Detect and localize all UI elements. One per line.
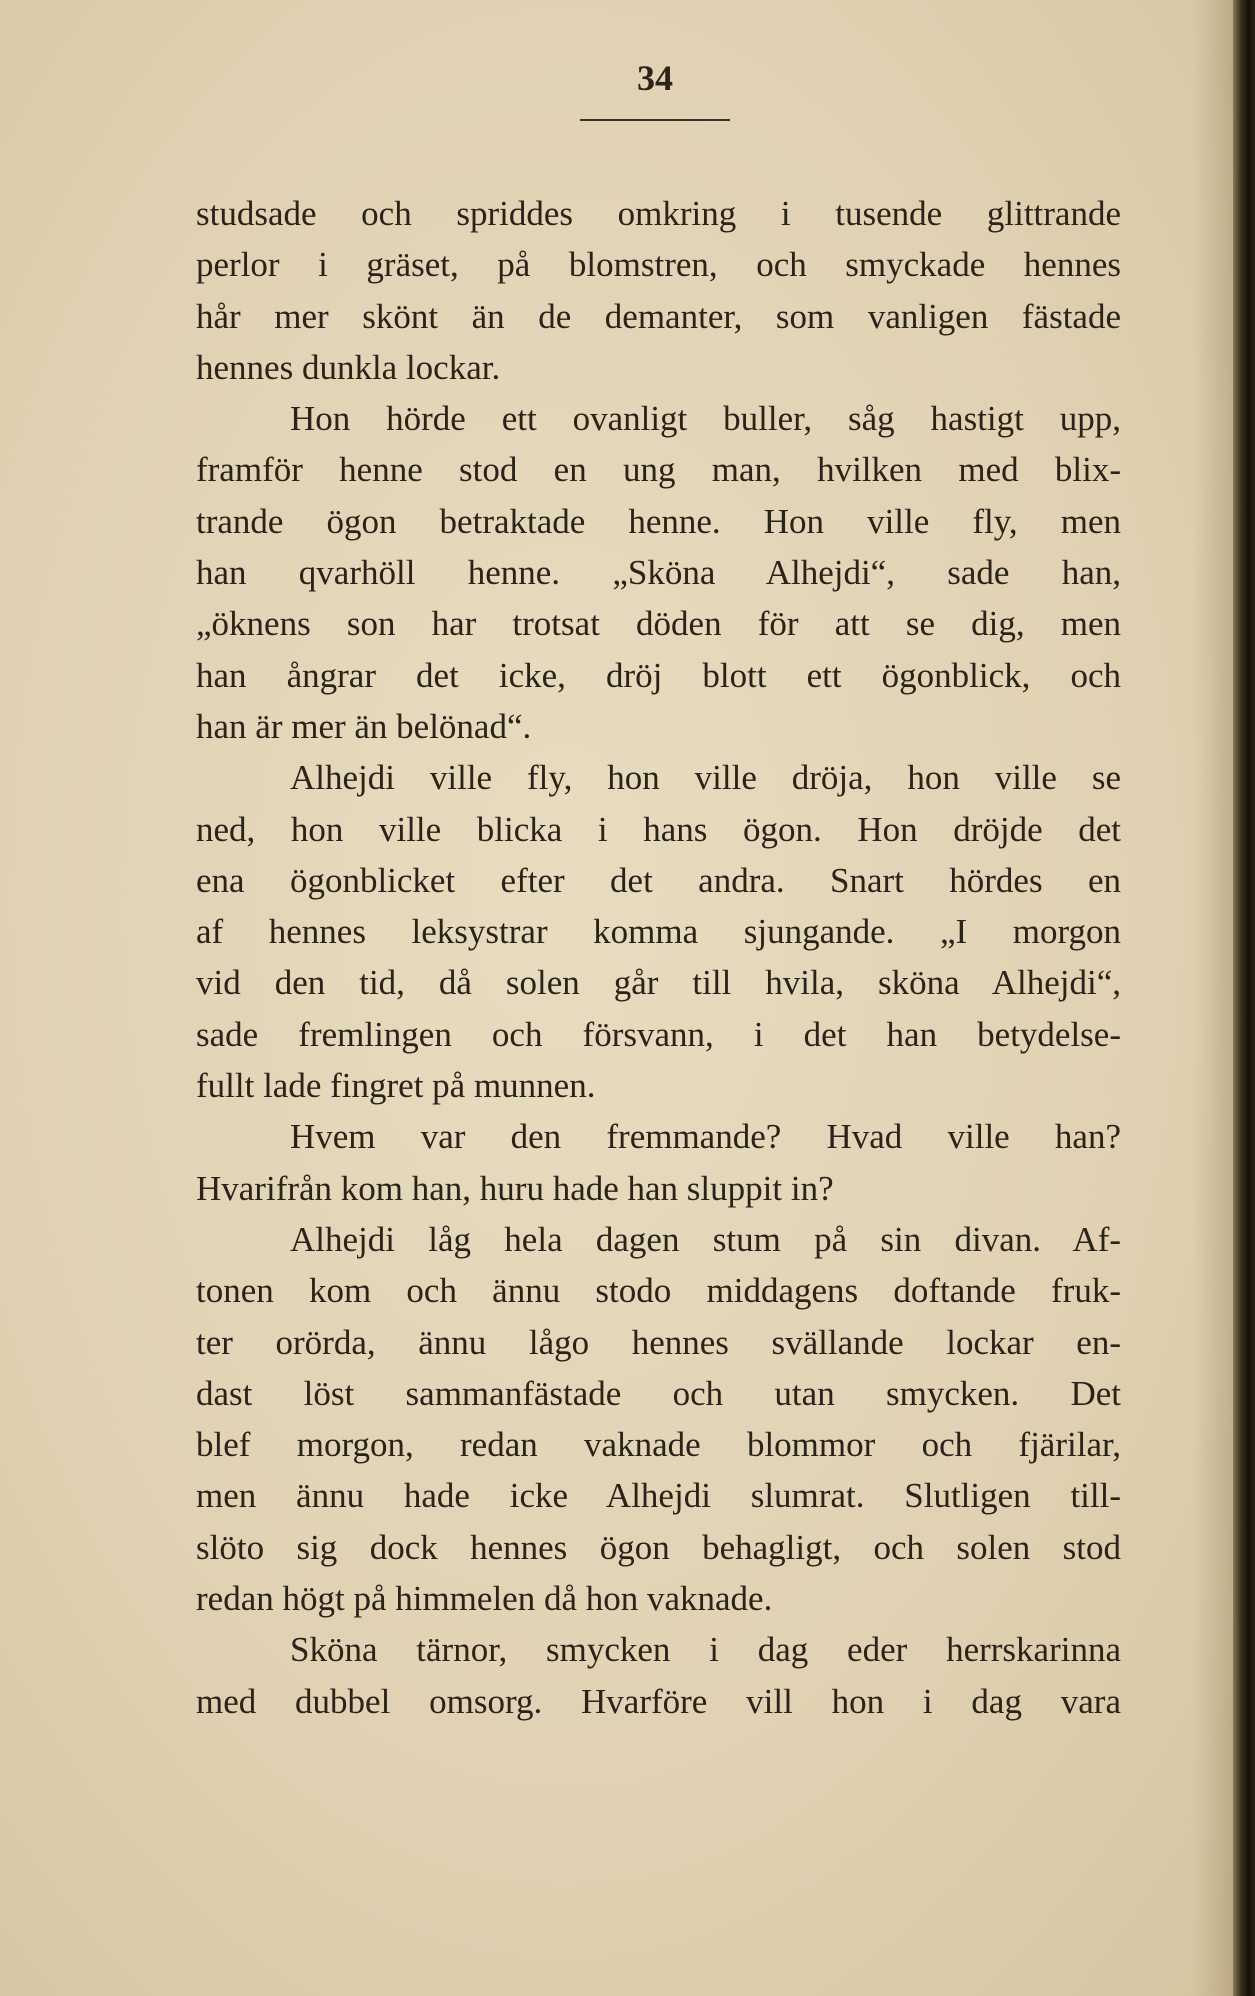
text-line: slöto sig dock hennes ögon behagligt, och solen stod: [196, 1527, 1121, 1567]
text-line: med dubbel omsorg. Hvarföre vill hon i dag vara: [196, 1681, 1121, 1721]
text-line: men ännu hade icke Alhejdi slumrat. Slutligen till-: [196, 1476, 1121, 1516]
text-line: ter orörda, ännu lågo hennes svällande lockar en-: [196, 1322, 1121, 1362]
body-text: [196, 188, 1121, 1727]
text-line: af hennes leksystrar komma sjungande. „I morgon: [196, 912, 1121, 952]
text-line: framför henne stod en ung man, hvilken med blix-: [196, 450, 1121, 490]
text-line: ned, hon ville blicka i hans ögon. Hon dröjde det: [196, 809, 1121, 849]
text-line: trande ögon betraktade henne. Hon ville fly, men: [196, 501, 1121, 541]
text-line: han är mer än belönad“.: [196, 706, 532, 746]
text-line: tonen kom och ännu stodo middagens doftande fruk-: [196, 1271, 1121, 1311]
book-spine: [1233, 0, 1255, 1996]
text-line: Alhejdi låg hela dagen stum på sin divan. Af-: [290, 1219, 1121, 1259]
text-line: redan högt på himmelen då hon vaknade.: [196, 1579, 773, 1619]
text-line: Hvarifrån kom han, huru hade han sluppit in?: [196, 1168, 834, 1208]
text-line: vid den tid, då solen går till hvila, sköna Alhejdi“,: [196, 963, 1121, 1003]
text-line: Hvem var den fremmande? Hvad ville han?: [290, 1117, 1121, 1157]
text-line: Alhejdi ville fly, hon ville dröja, hon ville se: [290, 758, 1121, 798]
text-line: fullt lade fingret på munnen.: [196, 1066, 596, 1106]
text-line: hår mer skönt än de demanter, som vanligen fästade: [196, 296, 1121, 336]
text-line: blef morgon, redan vaknade blommor och fjärilar,: [196, 1425, 1121, 1465]
text-line: hennes dunkla lockar.: [196, 347, 501, 387]
text-line: Hon hörde ett ovanligt buller, såg hastigt upp,: [290, 399, 1121, 439]
text-line: han ångrar det icke, dröj blott ett ögonblick, och: [196, 655, 1121, 695]
page-number: 34: [637, 58, 673, 98]
text-line: dast löst sammanfästade och utan smycken. Det: [196, 1373, 1121, 1413]
spine-shadow: [1193, 0, 1233, 1996]
text-line: Sköna tärnor, smycken i dag eder herrskarinna: [290, 1630, 1121, 1670]
text-line: han qvarhöll henne. „Sköna Alhejdi“, sade han,: [196, 553, 1121, 593]
text-line: ena ögonblicket efter det andra. Snart hördes en: [196, 860, 1121, 900]
text-line: studsade och spriddes omkring i tusende glittrande: [196, 194, 1121, 233]
text-line: sade fremlingen och försvann, i det han betydelse-: [196, 1014, 1121, 1054]
header-rule: [580, 119, 730, 121]
text-line: „öknens son har trotsat döden för att se dig, men: [196, 604, 1121, 644]
text-line: perlor i gräset, på blomstren, och smyckade hennes: [196, 245, 1121, 285]
